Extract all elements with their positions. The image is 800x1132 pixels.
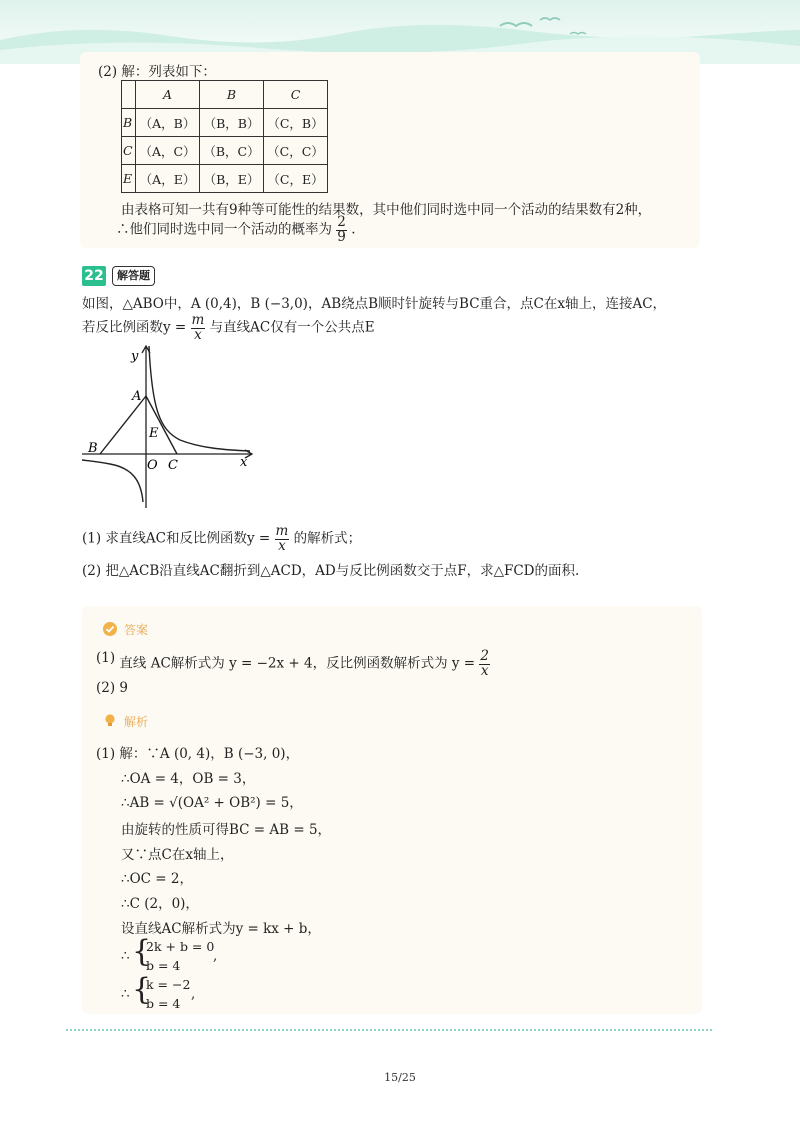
fraction-numerator: 2	[480, 648, 490, 664]
table-cell: （C，B）	[264, 109, 328, 137]
part2-line2-suffix: .	[351, 221, 356, 238]
question-stem-line1: 如图，△ABO中，A (0,4)，B (−3,0)，AB绕点B顺时针旋转与BC重合，点C在x轴上，连接AC，	[82, 296, 667, 312]
stem-suffix: 与直线AC仅有一个公共点E	[209, 319, 375, 336]
analysis-line: (1) 解：∵A (0, 4)，B (−3, 0)，	[96, 746, 300, 762]
therefore-symbol: ∴	[121, 986, 130, 1002]
table-row	[122, 109, 328, 137]
fraction-numerator: m	[191, 312, 205, 328]
analysis-line: 由旋转的性质可得BC = AB = 5，	[121, 822, 332, 838]
table-cell: （A，B）	[136, 109, 200, 137]
system1-comma: ,	[213, 948, 218, 964]
label-e: E	[149, 426, 159, 441]
part2-line1: 由表格可知一共有9种等可能性的结果数，其中他们同时选中同一个活动的结果数有2种，	[121, 202, 652, 218]
segment-ac	[146, 396, 177, 454]
segment-ab	[100, 396, 146, 454]
table-row	[122, 137, 328, 165]
label-o: O	[147, 458, 158, 473]
table-cell: （A，E）	[136, 165, 200, 193]
table-header-cell: A	[136, 81, 200, 109]
fraction-denominator: x	[278, 537, 286, 554]
sub1-fraction	[275, 525, 290, 553]
subquestion-1	[82, 525, 361, 553]
analysis-line: ∴AB = √(OA² + OB²) = 5，	[121, 795, 303, 811]
coordinate-figure	[80, 340, 260, 510]
table-row-label: C	[122, 137, 136, 165]
page-number: 15/25	[384, 1071, 416, 1084]
answer-1-label: (1)	[96, 650, 116, 666]
table-row-label: B	[122, 109, 136, 137]
probability-fraction	[336, 216, 347, 244]
answer-1-text: 直线 AC解析式为 y = −2x + 4，反比例函数解析式为 y =	[119, 655, 476, 672]
answer-1-fraction	[479, 650, 490, 678]
answer-2: (2) 9	[96, 680, 129, 696]
part2-line2-prefix: ∴他们同时选中同一个活动的概率为	[116, 221, 332, 238]
label-a: A	[132, 389, 142, 404]
part2-heading: (2) 解：列表如下：	[98, 64, 216, 80]
sub1-prefix: (1) 求直线AC和反比例函数y =	[82, 530, 271, 547]
fraction-denominator: 9	[337, 228, 346, 245]
table-cell: （C，E）	[264, 165, 328, 193]
question-type-tag: 解答题	[112, 266, 155, 286]
fraction-numerator: m	[275, 523, 289, 539]
fraction-numerator: 2	[337, 214, 346, 230]
system2-eq2: b = 4	[146, 996, 181, 1011]
subquestion-2: (2) 把△ACB沿直线AC翻折到△ACD，AD与反比例函数交于点F，求△FCD的面积.	[82, 563, 580, 579]
fraction-denominator: x	[194, 326, 202, 343]
system1-eq2: b = 4	[146, 958, 181, 973]
table-cell: （B，E）	[200, 165, 264, 193]
analysis-header: 解析	[124, 715, 149, 729]
fraction-denominator: x	[480, 662, 489, 679]
label-y: y	[131, 349, 139, 364]
brace-icon: {	[132, 934, 152, 969]
lightbulb-icon	[103, 713, 117, 727]
label-b: B	[88, 441, 98, 456]
answer-1	[96, 650, 490, 678]
answer-header: 答案	[124, 623, 149, 637]
sub1-suffix: 的解析式；	[293, 530, 362, 547]
table-cell: （C，C）	[264, 137, 328, 165]
system2-comma: ,	[191, 986, 196, 1002]
table-cell: （B，B）	[200, 109, 264, 137]
table-header-cell: B	[200, 81, 264, 109]
brace-icon: {	[132, 972, 152, 1007]
label-x: x	[240, 455, 248, 470]
hyperbola-branch-q3	[82, 460, 143, 502]
label-c: C	[168, 458, 178, 473]
analysis-line: ∴OA = 4，OB = 3，	[121, 771, 256, 787]
stem-prefix: 若反比例函数y =	[82, 319, 187, 336]
outcome-table	[121, 80, 328, 193]
analysis-line: 设直线AC解析式为y = kx + b，	[121, 921, 321, 937]
check-icon	[103, 622, 117, 636]
table-cell: （B，C）	[200, 137, 264, 165]
part2-line2	[116, 216, 355, 244]
table-header-cell: C	[264, 81, 328, 109]
system2-eq1: k = −2	[146, 977, 191, 992]
question-number-badge: 22	[82, 266, 106, 286]
question-stem-line2	[82, 314, 375, 342]
table-row-label: E	[122, 165, 136, 193]
function-fraction	[191, 314, 206, 342]
analysis-line: ∴C (2，0)，	[121, 896, 199, 912]
therefore-symbol: ∴	[121, 948, 130, 964]
table-corner-cell	[122, 81, 136, 109]
dotted-divider	[66, 1029, 712, 1031]
table-header-row	[122, 81, 328, 109]
analysis-line: 又∵点C在x轴上，	[121, 847, 234, 863]
analysis-line: ∴OC = 2，	[121, 871, 193, 887]
table-cell: （A，C）	[136, 137, 200, 165]
hyperbola-branch-q1	[149, 346, 250, 451]
table-row	[122, 165, 328, 193]
system1-eq1: 2k + b = 0	[146, 939, 215, 954]
